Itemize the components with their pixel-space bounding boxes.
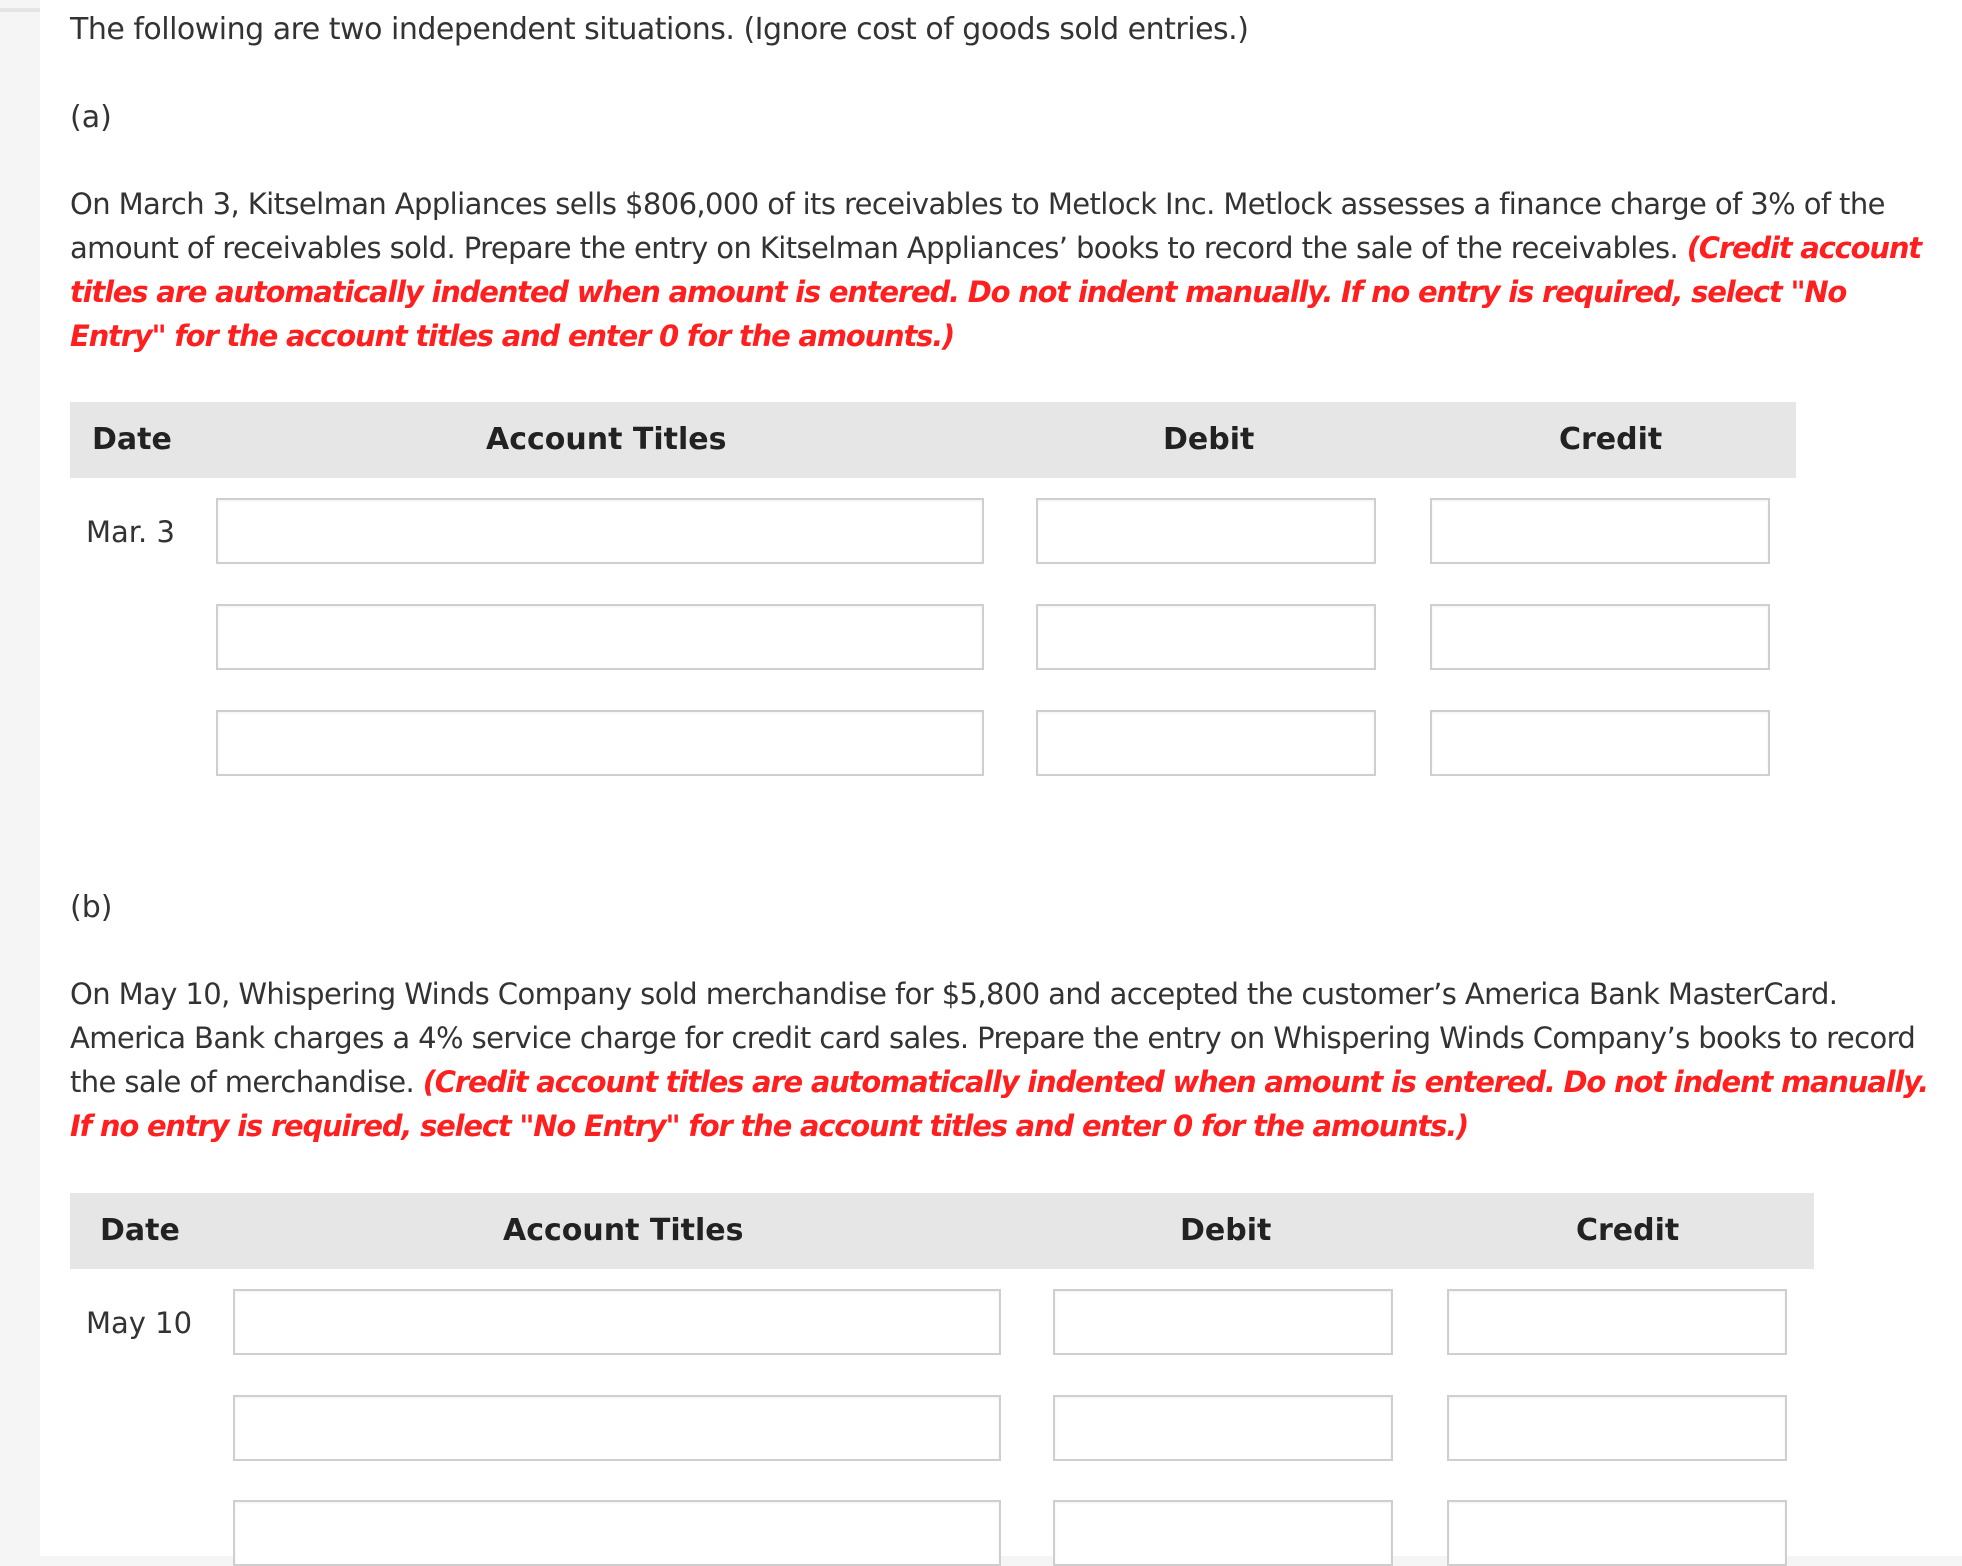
part-a-header-credit: Credit bbox=[1559, 422, 1663, 457]
part-a-row3-account-input[interactable] bbox=[216, 710, 984, 776]
part-a-problem bbox=[70, 182, 1950, 358]
part-b-problem bbox=[70, 972, 1950, 1148]
part-a-row3-credit-input[interactable] bbox=[1430, 710, 1770, 776]
part-b-row2-account-input[interactable] bbox=[233, 1395, 1001, 1461]
part-b-row3-account-input[interactable] bbox=[233, 1500, 1001, 1566]
part-a-row2-account-input[interactable] bbox=[216, 604, 984, 670]
part-b-row1-debit-input[interactable] bbox=[1053, 1289, 1393, 1355]
part-b-row3-credit-input[interactable] bbox=[1447, 1500, 1787, 1566]
part-b-table-header bbox=[70, 1193, 1814, 1269]
part-a-row2-credit-input[interactable] bbox=[1430, 604, 1770, 670]
part-b-row1-credit-input[interactable] bbox=[1447, 1289, 1787, 1355]
part-b-text: On May 10, Whispering Winds Company sold merchandise for $5,800 and accepted the customer’s America Bank MasterCard. America Bank charges a 4% service charge for credit card sales. Prepare the entry on Whispering Winds Company’s books to record the sale of merchandise. bbox=[70, 977, 1916, 1099]
question-page bbox=[40, 0, 1962, 1556]
part-b-row1-account-input[interactable] bbox=[233, 1289, 1001, 1355]
part-b-row2-debit-input[interactable] bbox=[1053, 1395, 1393, 1461]
part-b-date: May 10 bbox=[86, 1306, 193, 1340]
part-a-table-header bbox=[70, 402, 1796, 478]
part-a-instruction: (Credit account titles are automatically indented when amount is entered. Do not indent manually. If no entry is required, select "No Entry" for the account titles and enter 0 for the amounts.) bbox=[70, 231, 1921, 353]
part-a-row2-debit-input[interactable] bbox=[1036, 604, 1376, 670]
part-b-row2-credit-input[interactable] bbox=[1447, 1395, 1787, 1461]
part-b-header-date: Date bbox=[100, 1213, 180, 1248]
part-a-row1-account-input[interactable] bbox=[216, 498, 984, 564]
part-b-instruction: (Credit account titles are automatically indented when amount is entered. Do not indent manually. If no entry is required, select "No Entry" for the account titles and enter 0 for the amounts.) bbox=[70, 1065, 1928, 1143]
part-a-row3-debit-input[interactable] bbox=[1036, 710, 1376, 776]
part-b-row3-debit-input[interactable] bbox=[1053, 1500, 1393, 1566]
part-a-header-account: Account Titles bbox=[486, 422, 727, 457]
part-a-text: On March 3, Kitselman Appliances sells $806,000 of its receivables to Metlock Inc. Metlock assesses a finance charge of 3% of the amount of receivables sold. Prepare the entry on Kitselman Appliances’ books to record the sale of the receivables. bbox=[70, 187, 1885, 265]
intro-text: The following are two independent situations. (Ignore cost of goods sold entries.) bbox=[70, 12, 1249, 47]
part-a-row1-debit-input[interactable] bbox=[1036, 498, 1376, 564]
part-a-label: (a) bbox=[70, 100, 112, 135]
part-a-header-date: Date bbox=[92, 422, 172, 457]
part-b-header-account: Account Titles bbox=[503, 1213, 744, 1248]
part-a-row1-credit-input[interactable] bbox=[1430, 498, 1770, 564]
part-a-header-debit: Debit bbox=[1163, 422, 1255, 457]
part-b-header-debit: Debit bbox=[1180, 1213, 1272, 1248]
part-b-label: (b) bbox=[70, 890, 113, 925]
part-a-date: Mar. 3 bbox=[86, 515, 175, 549]
part-b-header-credit: Credit bbox=[1576, 1213, 1680, 1248]
